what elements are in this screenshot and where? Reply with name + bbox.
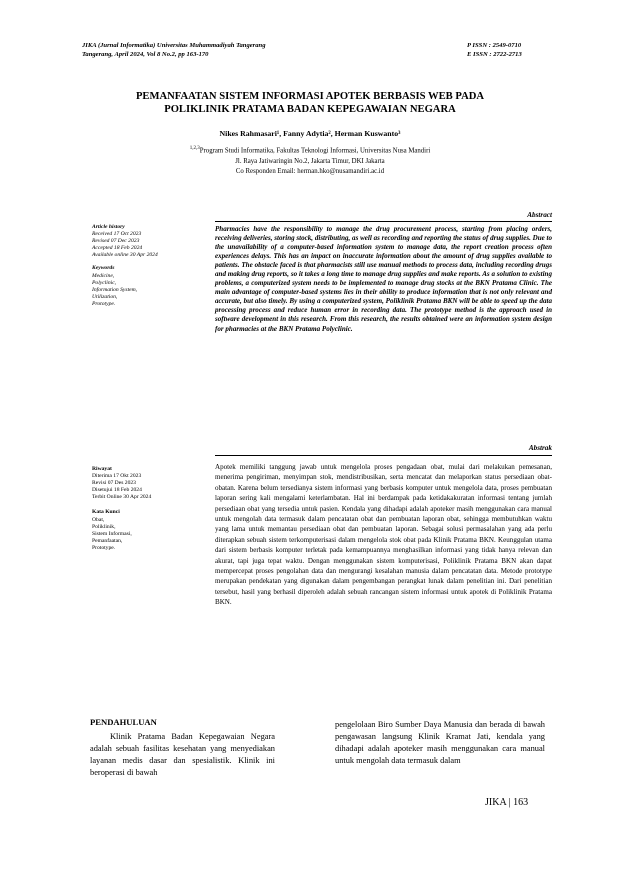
riwayat bbox=[92, 466, 204, 552]
keywords-label: Keywords bbox=[92, 265, 115, 272]
title-line-1: PEMANFAATAN SISTEM INFORMASI APOTEK BERBASIS WEB PADA bbox=[135, 91, 485, 102]
history-accepted: Accepted 18 Feb 2024 bbox=[92, 245, 143, 252]
electronic-issn: E ISSN : 2722-2713 bbox=[467, 51, 522, 58]
affiliation-institution: $^{1,2,3}$Program Studi Informatika, Fakultas Teknologi Informasi, Universitas Nusa Mandiri bbox=[189, 146, 431, 155]
riwayat-revisi: Revisi 07 Des 2023 bbox=[92, 480, 136, 487]
print-issn: P ISSN : 2549-0710 bbox=[467, 42, 522, 49]
history-revised: Revised 07 Dec 2023 bbox=[92, 238, 140, 245]
body-text-left: Klinik Pratama Badan Kepegawaian Negara adalah sebuah fasilitas kesehatan yang menyediakan layanan medis dasar dan spesialistik. Klinik ini beroperasi di bawah bbox=[90, 732, 275, 778]
kata-kunci-item: Pemanfaatan, bbox=[92, 537, 123, 544]
keyword-item: Polyclinic, bbox=[92, 279, 117, 286]
keyword-item: Medicine, bbox=[92, 272, 115, 279]
section-heading: PENDAHULUAN bbox=[90, 717, 157, 727]
journal-issue: Tangerang, April 2024, Vol 8 No.2, pp 163-170 bbox=[82, 51, 209, 58]
abstrak-heading: Abstrak bbox=[528, 444, 552, 452]
author-list: Nikes Rahmasari¹, Fanny Adytia², Herman Kuswanto³ bbox=[219, 129, 401, 138]
riwayat-terbit: Terbit Online 30 Apr 2024 bbox=[92, 494, 152, 501]
kata-kunci-item: Prototype. bbox=[92, 544, 116, 551]
journal-header bbox=[82, 41, 412, 59]
history-received: Received 17 Oct 2023 bbox=[92, 231, 142, 238]
journal-name: JIKA (Jurnal Informatika) Universitas Muhammadiyah Tangerang bbox=[82, 42, 266, 49]
abstract-heading: Abstract bbox=[527, 211, 552, 219]
issn-block bbox=[467, 41, 577, 59]
article-history-label: Article history bbox=[92, 224, 125, 230]
abstract-text-en: Pharmacies have the responsibility to manage the drug procurement process, starting from placing orders, receiving deliveries, storing stock, distributing, as well as recording and reporting the status of drug supplies. Due to the unavailability of a computer-based information system to manage data, the report creation process often experiences delays. This has an impact on inaccurate information about the amount of drug supplies available to patients. The obstacle faced is that pharmacists still use manual methods to process data, including recording drugs and making drug reports, so it takes a long time to manage drug supplies and make reports. As a solution to existing problems, a computerized system needs to be implemented to manage drug stocks at the BKN Pratama Clinic. The main advantage of computer-based systems lies in their ability to produce information that is not only relevant and accurate, but also timely. By using a computerized system, Poliklinik Pratama BKN will be able to speed up the data processing process and reduce human error in recording data. The prototype method is the approach used in software development in this research. From this research, the results obtained were an information system design for pharmacies at the BKN Pratama Polyclinic. bbox=[215, 225, 552, 333]
keyword-item: Prototype. bbox=[92, 300, 116, 307]
history-online: Available online 30 Apr 2024 bbox=[92, 252, 158, 259]
paper-title bbox=[80, 90, 540, 116]
kata-kunci-item: Obat, bbox=[92, 516, 105, 523]
title-line-2: POLIKLINIK PRATAMA BADAN KEPEGAWAIAN NEGARA bbox=[164, 104, 456, 115]
page-number: JIKA | 163 bbox=[485, 797, 529, 808]
abstract-rule bbox=[215, 221, 552, 222]
kata-kunci-label: Kata Kunci bbox=[92, 509, 120, 516]
abstrak-rule bbox=[215, 455, 552, 456]
correspondence-email: Co Responden Email: herman.hko@nusamandiri.ac.id bbox=[235, 168, 385, 176]
kata-kunci-item: Poliklinik, bbox=[92, 523, 116, 530]
kata-kunci-item: Sistem Informasi, bbox=[92, 530, 132, 537]
article-history bbox=[92, 224, 204, 308]
keyword-item: Information System, bbox=[92, 286, 138, 293]
riwayat-diterima: Diterima 17 Okt 2023 bbox=[92, 473, 142, 480]
affiliation-address: Jl. Raya Jatiwaringin No.2, Jakarta Timur, DKI Jakarta bbox=[235, 157, 385, 165]
body-text-right: pengelolaan Biro Sumber Daya Manusia dan berada di bawah pengawasan langsung Klinik Kramat Jati, kendala yang dihadapi adalah apoteker masih menggunakan cara manual untuk mengolah data termasuk dalam bbox=[335, 720, 545, 766]
affiliation bbox=[120, 144, 500, 178]
riwayat-disetujui: Disetujui 18 Feb 2024 bbox=[92, 487, 142, 494]
abstract-text-id: Apotek memiliki tanggung jawab untuk mengelola proses pengadaan obat, mulai dari melakukan pemesanan, menerima pengiriman, menyimpan stok, mendistribusikan, serta mencatat dan melaporkan status persediaan obat-obatan. Karena belum tersedianya sistem informasi yang berbasis komputer untuk mengelola data, proses pembuatan laporan sering kali mengalami keterlambatan. Hal ini berdampak pada ketidakakuratan informasi tentang jumlah persediaan obat yang tersedia untuk pasien. Kendala yang dihadapi adalah apoteker masih menggunakan cara manual untuk mengolah data termasuk dalam pencatatan obat dan pembuatan laporan obat, sehingga membutuhkan waktu yang lama untuk memantau persediaan obat dan pembuatan laporan. Sebagai solusi permasalahan yang ada perlu diterapkan sebuah sistem terkomputerisasi dalam mengelola stok obat pada Klinik Pratama BKN. Keunggulan utama dari sistem berbasis komputer terletak pada kemampuannya menghasilkan informasi yang tidak hanya relevan dan akurat, tapi juga tepat waktu. Dengan menggunakan sistem komputerisasi, Poliklinik Pratama BKN akan dapat mempercepat proses pengolahan data dan mengurangi kesalahan manusia dalam pencatatan data. Metode prototype merupakan pendekatan yang digunakan dalam pengembangan perangkat lunak dalam penelitian ini. Dari penelitian tersebut, hasil yang berhasil diperoleh adalah sebuah rancangan sistem informasi untuk apotek di Poliklinik Pratama BKN. bbox=[215, 463, 552, 607]
riwayat-label: Riwayat bbox=[92, 466, 112, 472]
affiliation-marks: 1,2,3 bbox=[189, 146, 200, 151]
keyword-item: Utilization, bbox=[92, 293, 118, 300]
